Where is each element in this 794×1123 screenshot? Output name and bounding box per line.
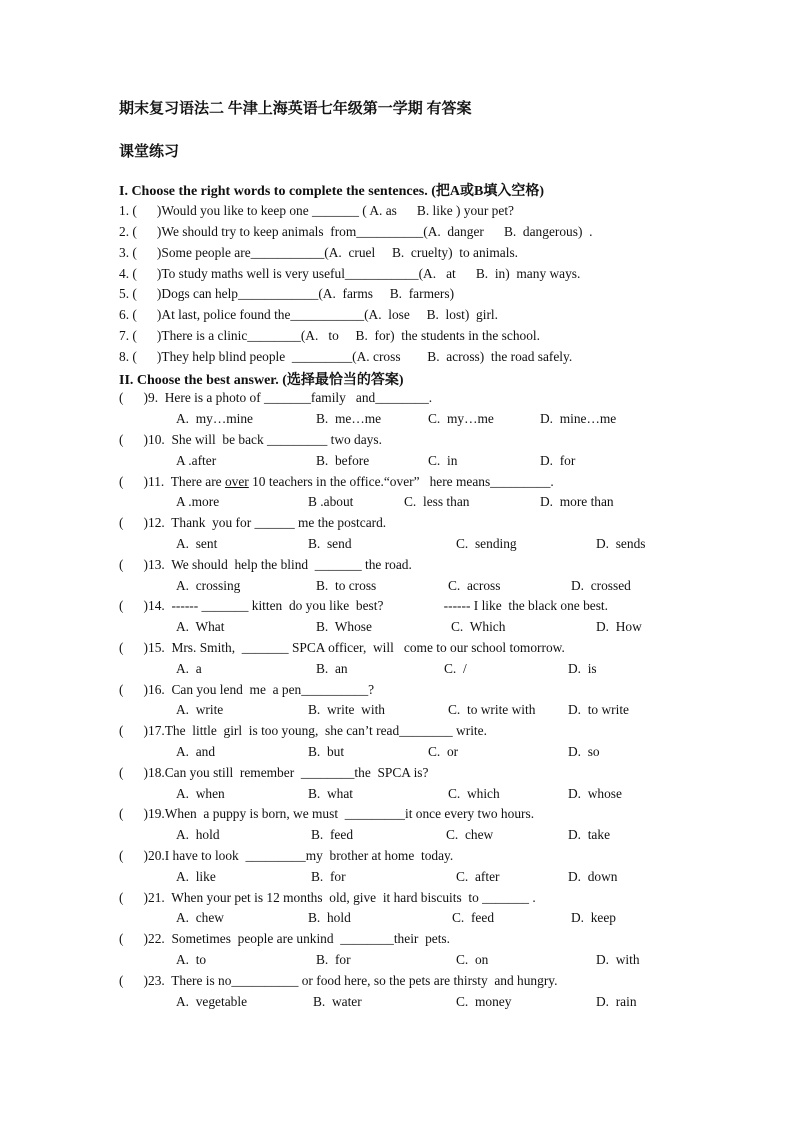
option-b: B. Whose — [316, 619, 372, 634]
option-d: D. more than — [540, 494, 614, 509]
option-b: B. hold — [308, 910, 351, 925]
option-b: B. an — [316, 661, 348, 676]
option-c: C. in — [428, 453, 458, 468]
question-11-stem-end: 10 teachers in the office.“over” here means_________. — [248, 474, 554, 489]
option-d: D. rain — [596, 994, 637, 1009]
question-12-options — [0, 534, 794, 554]
option-d: D. crossed — [571, 578, 631, 593]
document-title: 期末复习语法二 牛津上海英语七年级第一学期 有答案 — [119, 101, 472, 117]
question-16-stem: ( )16. Can you lend me a pen__________? — [119, 682, 375, 697]
option-d: D. to write — [568, 702, 629, 717]
section-1-item-1: 1. ( )Would you like to keep one _______ ( A. as B. like ) your pet? — [119, 203, 514, 218]
section-1-item-2: 2. ( )We should try to keep animals from__________(A. danger B. dangerous) . — [119, 224, 593, 239]
option-b: B. before — [316, 453, 370, 468]
option-c: C. after — [456, 869, 500, 884]
question-20-options — [0, 867, 794, 887]
option-a: A. sent — [176, 536, 218, 551]
option-c: C. or — [428, 744, 459, 759]
option-c: C. my…me — [428, 411, 494, 426]
question-11-options — [0, 492, 794, 512]
question-22-stem: ( )22. Sometimes people are unkind ________their pets. — [119, 931, 450, 946]
question-10-options — [0, 451, 794, 471]
option-c: C. money — [456, 994, 512, 1009]
option-c: C. sending — [456, 536, 517, 551]
question-16-options — [0, 700, 794, 720]
question-12-stem: ( )12. Thank you for ______ me the postcard. — [119, 515, 387, 530]
section-1-item-5: 5. ( )Dogs can help____________(A. farms B. farmers) — [119, 286, 455, 301]
question-21-options — [0, 908, 794, 928]
option-c: C. which — [448, 786, 500, 801]
option-c: C. less than — [404, 494, 470, 509]
option-d: D. so — [568, 744, 600, 759]
option-d: D. take — [568, 827, 611, 842]
option-a: A. vegetable — [176, 994, 248, 1009]
option-b: B. water — [313, 994, 362, 1009]
option-b: B. feed — [311, 827, 354, 842]
section-1-item-8: 8. ( )They help blind people _________(A. cross B. across) the road safely. — [119, 349, 573, 364]
option-a: A. when — [176, 786, 225, 801]
option-c: C. Which — [451, 619, 506, 634]
section-1-item-6: 6. ( )At last, police found the___________(A. lose B. lost) girl. — [119, 307, 498, 322]
question-19-stem: ( )19.When a puppy is born, we must _________it once every two hours. — [119, 806, 535, 821]
question-9-options — [0, 409, 794, 429]
option-a: A. hold — [176, 827, 220, 842]
option-c: C. feed — [452, 910, 495, 925]
section-2-heading: II. Choose the best answer. (选择最恰当的答案) — [119, 373, 404, 388]
option-c: C. on — [456, 952, 489, 967]
option-a: A. like — [176, 869, 216, 884]
question-17-stem: ( )17.The little girl is too young, she can’t read________ write. — [119, 723, 487, 738]
question-15-stem: ( )15. Mrs. Smith, _______ SPCA officer, will come to our school tomorrow. — [119, 640, 565, 655]
question-18-stem: ( )18.Can you still remember ________the SPCA is? — [119, 765, 429, 780]
option-c: C. chew — [446, 827, 494, 842]
option-a: A. and — [176, 744, 216, 759]
option-b: B. for — [316, 952, 351, 967]
question-11-stem-start: ( )11. There are — [119, 474, 225, 489]
option-d: D. down — [568, 869, 618, 884]
option-d: D. How — [596, 619, 642, 634]
option-b: B .about — [308, 494, 354, 509]
option-c: C. to write with — [448, 702, 536, 717]
option-b: B. what — [308, 786, 354, 801]
option-c: C. / — [444, 661, 467, 676]
document-subtitle: 课堂练习 — [119, 144, 180, 160]
option-a: A. to — [176, 952, 207, 967]
question-17-options — [0, 742, 794, 762]
option-b: B. for — [311, 869, 346, 884]
option-b: B. to cross — [316, 578, 377, 593]
question-23-stem: ( )23. There is no__________ or food here, so the pets are thirsty and hungry. — [119, 973, 558, 988]
question-14-options — [0, 617, 794, 637]
option-d: D. is — [568, 661, 597, 676]
option-a: A .more — [176, 494, 220, 509]
option-b: B. write with — [308, 702, 385, 717]
option-a: A. What — [176, 619, 225, 634]
option-d: D. sends — [596, 536, 646, 551]
question-18-options — [0, 784, 794, 804]
question-23-options — [0, 992, 794, 1012]
option-a: A. write — [176, 702, 224, 717]
option-a: A. crossing — [176, 578, 241, 593]
option-d: D. for — [540, 453, 576, 468]
question-10-stem: ( )10. She will be back _________ two days. — [119, 432, 382, 447]
option-a: A. a — [176, 661, 202, 676]
question-13-options — [0, 576, 794, 596]
question-11-stem — [119, 472, 554, 492]
section-1-item-4: 4. ( )To study maths well is very useful___________(A. at B. in) many ways. — [119, 266, 581, 281]
section-1-item-3: 3. ( )Some people are___________(A. cruel B. cruelty) to animals. — [119, 245, 519, 260]
question-15-options — [0, 659, 794, 679]
question-9-stem: ( )9. Here is a photo of _______family and________. — [119, 390, 433, 405]
question-21-stem: ( )21. When your pet is 12 months old, give it hard biscuits to _______ . — [119, 890, 536, 905]
option-a: A. my…mine — [176, 411, 253, 426]
option-c: C. across — [448, 578, 501, 593]
option-a: A. chew — [176, 910, 224, 925]
option-d: D. whose — [568, 786, 622, 801]
question-22-options — [0, 950, 794, 970]
question-20-stem: ( )20.I have to look _________my brother at home today. — [119, 848, 454, 863]
section-1-heading: I. Choose the right words to complete the sentences. (把A或B填入空格) — [119, 184, 545, 199]
option-d: D. with — [596, 952, 640, 967]
option-b: B. send — [308, 536, 352, 551]
question-13-stem: ( )13. We should help the blind _______ the road. — [119, 557, 412, 572]
underlined-word: over — [224, 474, 249, 489]
option-b: B. but — [308, 744, 345, 759]
option-a: A .after — [176, 453, 217, 468]
option-d: D. mine…me — [540, 411, 617, 426]
section-1-item-7: 7. ( )There is a clinic________(A. to B. for) the students in the school. — [119, 328, 540, 343]
option-b: B. me…me — [316, 411, 382, 426]
question-19-options — [0, 825, 794, 845]
option-d: D. keep — [571, 910, 616, 925]
question-14-stem: ( )14. ------ _______ kitten do you like best? ------ I like the black one best. — [119, 598, 608, 613]
